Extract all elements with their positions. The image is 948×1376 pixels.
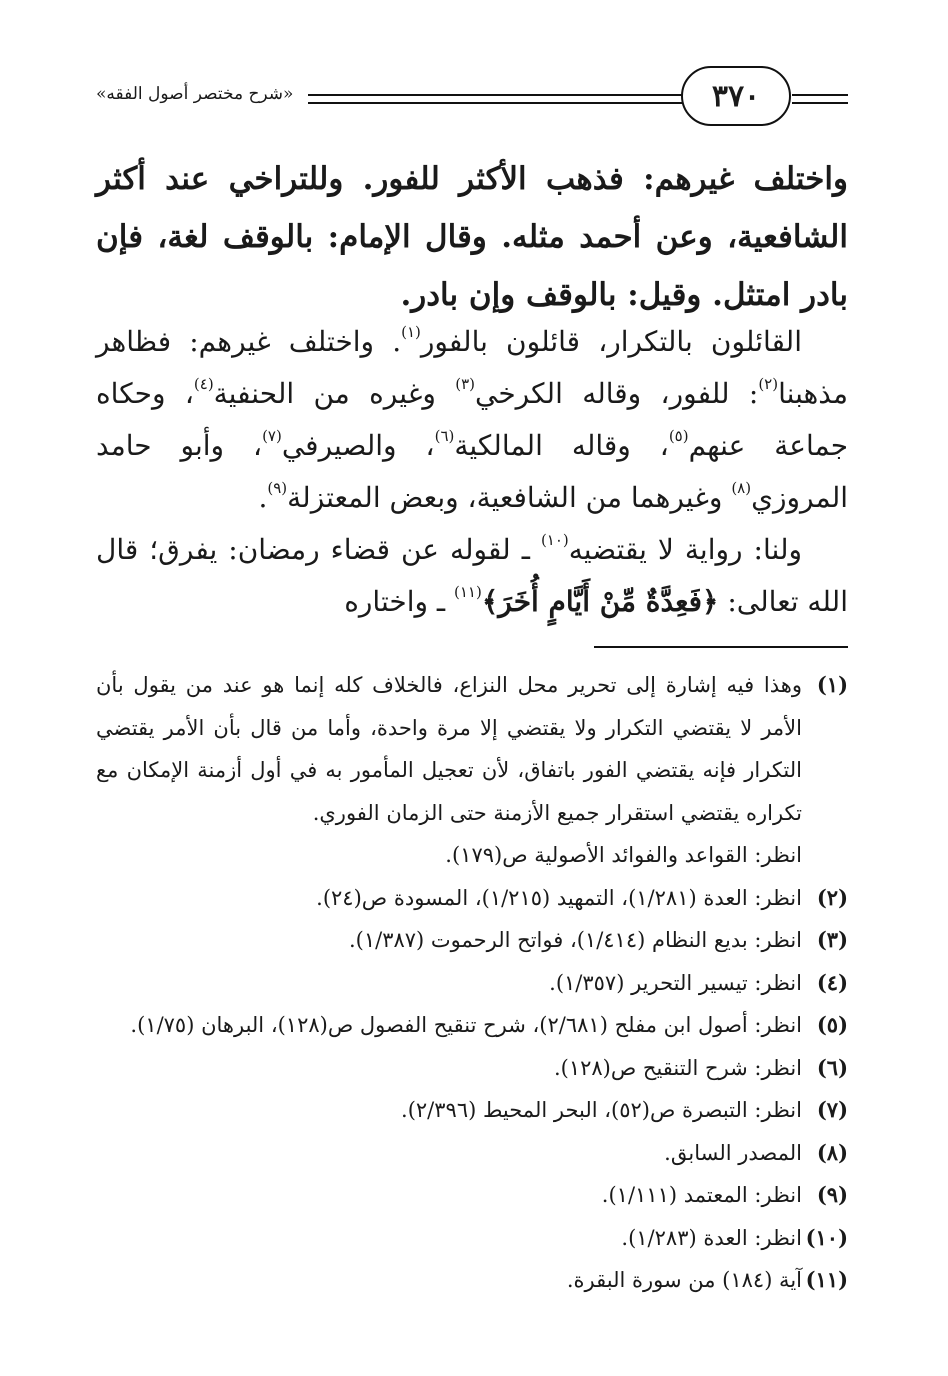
- footnote-ref[interactable]: (٢): [758, 375, 779, 393]
- footnote-ref[interactable]: (١): [401, 323, 421, 341]
- footnote-text: المصدر السابق.: [664, 1140, 802, 1165]
- text-segment: ، وأبو حامد المروزي: [96, 429, 848, 514]
- footnote-number: (٦): [816, 1054, 848, 1080]
- footnote-text: آية (١٨٤) من سورة البقرة.: [566, 1268, 802, 1292]
- text-segment: ولنا: رواية لا يقتضيه: [568, 533, 802, 566]
- footnote-text: انظر: بديع النظام (١/٤١٤)، فواتح الرحموت (١/٣٨٧).: [348, 928, 802, 952]
- text-segment: وغيرهما من الشافعية، وبعض المعتزلة: [287, 481, 732, 514]
- footnote-text: انظر: تيسير التحرير (١/٣٥٧).: [549, 970, 802, 995]
- footnote-number: (٧): [816, 1097, 848, 1122]
- footnote-number: (٢): [816, 884, 848, 910]
- footnote-ref[interactable]: (١٠): [540, 531, 569, 549]
- footnote-item: [96, 919, 848, 962]
- footnote-item: [96, 1004, 848, 1047]
- text-segment: . واختلف غيرهم: فظاهر مذهبنا: [96, 325, 848, 410]
- footnote-number: (٣): [816, 927, 848, 952]
- page-number: ٣٧٠: [681, 66, 791, 126]
- footnote-item: [96, 1174, 848, 1217]
- text-segment: ، وحكاه جماعة عنهم: [96, 377, 849, 462]
- footnote-item: [96, 1132, 848, 1175]
- footnote-item: [96, 877, 848, 920]
- commentary-paragraph-2: [96, 524, 848, 628]
- matn-text: [96, 150, 848, 324]
- footnote-ref[interactable]: (٤): [193, 375, 214, 393]
- footnote-item: [96, 1089, 848, 1132]
- page-header: [96, 64, 848, 134]
- footnote-text: انظر: المعتمد (١/١١١).: [601, 1183, 802, 1207]
- footnote-separator: [594, 646, 848, 648]
- text-segment: ، وقاله المالكية: [454, 429, 669, 462]
- footnote-text: انظر: أصول ابن مفلح (٢/٦٨١)، شرح تنقيح الفصول ص(١٢٨)، البرهان (١/٧٥).: [130, 1013, 802, 1037]
- footnote-ref[interactable]: (٦): [434, 427, 455, 445]
- text-segment: القائلون بالتكرار، قائلون بالفور: [420, 325, 802, 358]
- footnote-text: وهذا فيه إشارة إلى تحرير محل النزاع، فالخلاف كله إنما هو عند من يقول بأن الأمر لا يقتضي التكرار ولا يقتضي إلا مرة واحدة، وأما من قال بأن الأمر يقتضي التكرار فإنه يقتضي الفور باتفاق، لأن تعجيل المأمور به في أول أزمنة الإمكان مع تكراره يقتضي استقرار جميع الأزمنة حتى الزمان الفوري.: [96, 673, 802, 825]
- footnote-item: [96, 962, 848, 1005]
- matn-paragraph: واختلف غيرهم: فذهب الأكثر للفور. وللتراخي عند أكثر الشافعية، وعن أحمد مثله. وقال الإمام: بالوقف لغة، فإن بادر امتثل. وقيل: بالوقف وإن بادر.: [96, 161, 848, 313]
- footnote-text: انظر: شرح التنقيح ص(١٢٨).: [553, 1055, 802, 1080]
- text-segment: ـ واختاره: [344, 585, 455, 618]
- footnote-ref[interactable]: (٣): [455, 375, 475, 393]
- footnote-ref[interactable]: (٧): [262, 427, 282, 445]
- running-title: «شرح مختصر أصول الفقه»: [96, 84, 294, 104]
- commentary-paragraph-1: [96, 316, 848, 524]
- footnote-item: [96, 1259, 848, 1302]
- footnote-number: (٨): [816, 1139, 848, 1165]
- text-segment: .: [258, 481, 268, 514]
- footnote-number: (٥): [816, 1012, 848, 1037]
- footnotes: [96, 664, 848, 1302]
- footnote-ref[interactable]: (٨): [731, 479, 752, 497]
- text-segment: : للفور، وقاله الكرخي: [475, 377, 759, 410]
- footnote-item: [96, 1217, 848, 1260]
- footnote-number: (١١): [805, 1267, 848, 1292]
- footnote-number: (٤): [816, 969, 848, 995]
- text-segment: ، والصيرفي: [281, 429, 435, 462]
- footnote-text: انظر: التبصرة ص(٥٢)، البحر المحيط (٢/٣٩٦).: [401, 1098, 802, 1122]
- footnote-ref[interactable]: (١١): [454, 583, 482, 601]
- header-double-rule-right: [792, 94, 848, 104]
- footnote-item: [96, 1047, 848, 1090]
- footnote-text: انظر: العدة (١/٢٨٣).: [621, 1225, 802, 1250]
- footnote-number: (١٠): [805, 1224, 848, 1250]
- footnote-ref[interactable]: (٩): [267, 479, 288, 497]
- footnote-number: (١): [816, 672, 848, 697]
- footnote-number: (٩): [816, 1182, 848, 1207]
- text-segment: ـ لقوله عن قضاء رمضان: يفرق؛ قال الله تعالى:: [96, 533, 848, 618]
- footnote-ref[interactable]: (٥): [668, 427, 689, 445]
- footnote-text: انظر: العدة (١/٢٨١)، التمهيد (١/٢١٥)، المسودة ص(٢٤).: [316, 885, 802, 910]
- footnote-text: انظر: القواعد والفوائد الأصولية ص(١٧٩).: [445, 843, 802, 867]
- footnote-item: [96, 664, 848, 834]
- text-segment: وغيره من الحنفية: [213, 377, 456, 410]
- quran-verse: ﴿فَعِدَّةٌ مِّنْ أَيَّامٍ أُخَرَ﴾: [481, 585, 719, 618]
- footnote-continuation: [96, 834, 848, 877]
